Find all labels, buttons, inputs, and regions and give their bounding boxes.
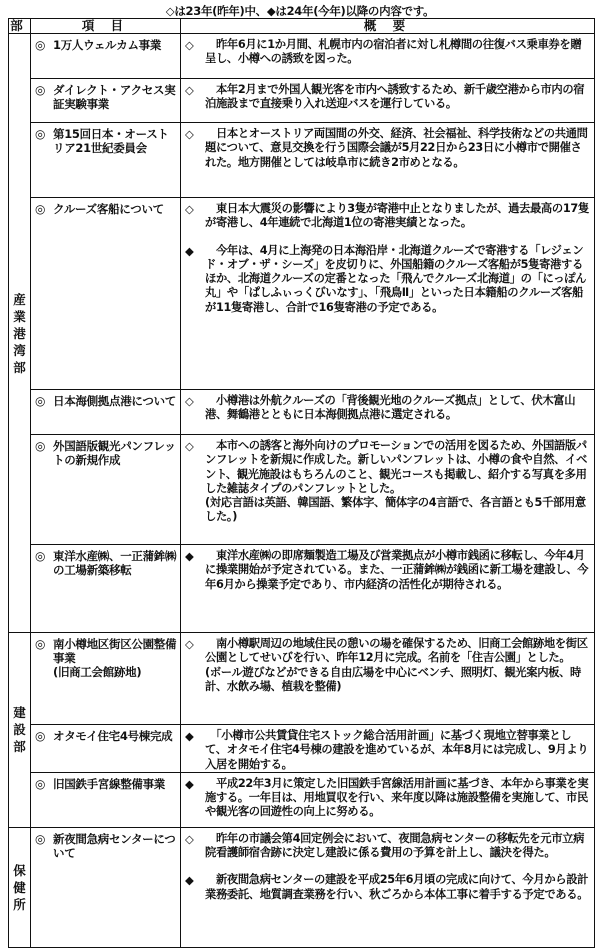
- description-paragraph: [181, 79, 594, 112]
- item-cell: [31, 633, 181, 725]
- item-cell: [31, 34, 181, 79]
- item-title: 外国語版観光パンフレットの新規作成: [53, 439, 176, 467]
- filled-diamond-icon: ◆: [185, 549, 194, 563]
- hollow-diamond-icon: ◇: [185, 202, 194, 216]
- hollow-diamond-icon: ◇: [185, 127, 194, 141]
- table-row: [9, 435, 595, 545]
- item-cell: [31, 725, 181, 773]
- description-text: 南小樽駅周辺の地域住民の憩いの場を確保するため、旧商工会館跡地を街区公園としてせいびを行い、昨年12月に完成。名前を「住吉公園」とした。 (ボール遊びなどができる自由広場を中心にベンチ、照明灯、観光案内板、時計、水飲み場、植栽を整備): [205, 637, 588, 693]
- dept-char: 健: [13, 879, 26, 895]
- description-paragraph: [181, 240, 594, 315]
- double-circle-icon: ◎: [35, 637, 46, 651]
- table-body: [9, 34, 595, 948]
- double-circle-icon: ◎: [35, 202, 46, 216]
- header-item: 項 目: [31, 19, 181, 34]
- description-text: 昨年6月に1か月間、札幌市内の宿泊者に対し札樽間の往復バス乗車券を贈呈し、小樽への誘致を図った。: [205, 38, 582, 66]
- hollow-diamond-icon: ◇: [185, 439, 194, 453]
- description-text: 今年は、4月に上海発の日本海沿岸・北海道クルーズで寄港する「レジェンド・オブ・ザ・シーズ」を皮切りに、外国船籍のクルーズ客船が5隻寄港するほか、北海道クルーズの定番となった「飛んでクルーズ北海道」の「にっぽん丸」や「ぱしふぃっくびいなす」、「飛鳥Ⅱ」といった日本籍船のクルーズ客船が11隻寄港し、合計で16隻寄港の予定である。: [205, 243, 587, 314]
- double-circle-icon: ◎: [35, 831, 46, 846]
- item-cell: [31, 772, 181, 827]
- item-title: 南小樽地区街区公園整備事業 (旧商工会館跡地): [53, 637, 177, 679]
- legend-note: ◇は23年(昨年)中、◆は24年(今年)以降の内容です。: [165, 4, 435, 18]
- double-circle-icon: ◎: [35, 127, 46, 141]
- description-paragraph: [181, 390, 594, 423]
- filled-diamond-icon: ◆: [185, 729, 194, 743]
- description-cell: [181, 34, 595, 79]
- description-text: 新夜間急病センターの建設を平成25年6月頃の完成に向けて、今月から設計業務委託、地質調査業務を行い、秋ごろから本体工事に着手する予定である。: [205, 873, 589, 901]
- description-text: 東洋水産㈱の即席麺製造工場及び営業拠点が小樽市銭函に移転し、今年4月に操業開始が予定されている。また、一正蒲鉾㈱が銭函に新工場を建設し、今年6月から操業予定であり、市内経済の活性化が期待される。: [205, 549, 589, 591]
- table-row: [9, 123, 595, 198]
- table-row: [9, 198, 595, 390]
- dept-char: 産: [13, 291, 26, 307]
- filled-diamond-icon: ◆: [185, 243, 194, 258]
- description-text: 東日本大震災の影響により3隻が寄港中止となりましたが、過去最高の17隻が寄港し、4年連続で北海道1位の寄港実績となった。: [205, 202, 589, 230]
- paragraph-gap: [181, 860, 594, 869]
- item-cell: [31, 827, 181, 947]
- description-text: 本市への誘客と海外向けのプロモーションでの活用を図るため、外国語版パンフレットを新規に作成した。新しいパンフレットは、小樽の食や自然、イベント、観光施設はもちろんのこと、観光コースも掲載し、紹介する写真を多用した雑誌タイプのパンフレットとした。 (対応言語は英語、韓国語、繁体字、簡体字の4言語で、各言語とも5千部用意した。): [205, 439, 588, 524]
- description-cell: [181, 772, 595, 827]
- description-cell: [181, 390, 595, 435]
- description-paragraph: [181, 828, 594, 861]
- description-paragraph: [181, 773, 594, 820]
- dept-char: 湾: [13, 342, 26, 358]
- header-dept: 部: [10, 18, 29, 33]
- dept-char: 港: [13, 325, 26, 341]
- description-paragraph: [181, 198, 594, 231]
- description-paragraph: [181, 123, 594, 170]
- hollow-diamond-icon: ◇: [185, 394, 194, 408]
- hollow-diamond-icon: ◇: [185, 831, 194, 846]
- item-cell: [31, 545, 181, 633]
- description-paragraph: [181, 633, 594, 694]
- description-cell: [181, 633, 595, 725]
- dept-industry-port: [9, 34, 31, 633]
- description-paragraph: [181, 34, 594, 67]
- dept-char: 部: [13, 359, 26, 375]
- description-paragraph: [181, 545, 594, 592]
- summary-table: [8, 18, 595, 948]
- description-text: 昨年の市議会第4回定例会において、夜間急病センターの移転先を元市立病院看護師宿舎跡に決定し建設に係る費用の予算を計上し、議決を得た。: [205, 831, 585, 860]
- description-text: 日本とオーストリア両国間の外交、経済、社会福祉、科学技術などの共通問題について、意見交換を行う国際会議が5月22日から23日に小樽市で開催された。地方開催としては岐阜市に続き2市めとなる。: [205, 127, 588, 169]
- description-paragraph: [181, 435, 594, 525]
- description-cell: [181, 198, 595, 390]
- description-paragraph: [181, 869, 594, 902]
- item-title: ダイレクト・アクセス実証実験事業: [53, 83, 176, 111]
- item-title: クルーズ客船について: [53, 202, 164, 216]
- hollow-diamond-icon: ◇: [185, 637, 194, 651]
- header-desc: 概 要: [181, 19, 595, 34]
- item-cell: [31, 123, 181, 198]
- item-cell: [31, 79, 181, 123]
- description-text: 平成22年3月に策定した旧国鉄手宮線活用計画に基づき、本年から事業を実施する。一年目は、用地買収を行い、来年度以降は施設整備を実施して、市民や観光客の回遊性の向上に努める。: [205, 776, 589, 819]
- double-circle-icon: ◎: [35, 439, 46, 453]
- dept-char: 設: [13, 722, 26, 738]
- double-circle-icon: ◎: [35, 38, 46, 52]
- table-row: [9, 34, 595, 79]
- description-paragraph: [181, 725, 594, 772]
- description-cell: [181, 435, 595, 545]
- description-cell: [181, 827, 595, 947]
- filled-diamond-icon: ◆: [185, 873, 194, 888]
- filled-diamond-icon: ◆: [185, 776, 194, 791]
- table-row: [9, 725, 595, 773]
- description-cell: [181, 79, 595, 123]
- table-row: [9, 79, 595, 123]
- dept-char: 保: [13, 862, 26, 878]
- dept-char: 建: [13, 705, 26, 721]
- dept-char: 所: [13, 896, 26, 912]
- item-cell: [31, 198, 181, 390]
- item-cell: [31, 390, 181, 435]
- table-row: [9, 390, 595, 435]
- description-cell: [181, 725, 595, 773]
- hollow-diamond-icon: ◇: [185, 83, 194, 97]
- item-title: 日本海側拠点港について: [53, 394, 176, 408]
- paragraph-gap: [181, 231, 594, 240]
- table-row: [9, 772, 595, 827]
- dept-char: 部: [13, 739, 26, 755]
- item-title: 第15回日本・オーストリア21世紀委員会: [53, 127, 169, 155]
- description-text: 小樽港は外航クルーズの「背後観光地のクルーズ拠点」として、伏木富山港、舞鶴港とともに日本海側拠点港に選定される。: [205, 394, 576, 422]
- description-cell: [181, 545, 595, 633]
- description-text: 本年2月まで外国人観光客を市内へ誘致するため、新千歳空港から市内の宿泊施設まで直接乗り入れ送迎バスを運行している。: [205, 83, 585, 111]
- description-cell: [181, 123, 595, 198]
- dept-health-center: [9, 827, 31, 947]
- item-title: 新夜間急病センターについて: [53, 831, 176, 860]
- item-title: オタモイ住宅4号棟完成: [53, 729, 173, 743]
- item-title: 1万人ウェルカム事業: [53, 38, 162, 52]
- item-cell: [31, 435, 181, 545]
- double-circle-icon: ◎: [35, 549, 46, 563]
- table-row: [9, 827, 595, 947]
- item-title: 旧国鉄手宮線整備事業: [53, 776, 165, 791]
- dept-char: 業: [13, 308, 26, 324]
- header-row: [9, 19, 595, 34]
- table-row: [9, 545, 595, 633]
- double-circle-icon: ◎: [35, 776, 46, 791]
- double-circle-icon: ◎: [35, 729, 46, 743]
- hollow-diamond-icon: ◇: [185, 38, 194, 52]
- table-row: [9, 633, 595, 725]
- description-text: 「小樽市公共賃貸住宅ストック総合活用計画」に基づく現地立替事業として、オタモイ住宅4号棟の建設を進めているが、本年8月には完成し、9月より入居を開始する。: [205, 729, 589, 771]
- dept-construction: [9, 633, 31, 828]
- double-circle-icon: ◎: [35, 394, 46, 408]
- item-title: 東洋水産㈱、一正蒲鉾㈱の工場新築移転: [53, 549, 177, 577]
- double-circle-icon: ◎: [35, 83, 46, 97]
